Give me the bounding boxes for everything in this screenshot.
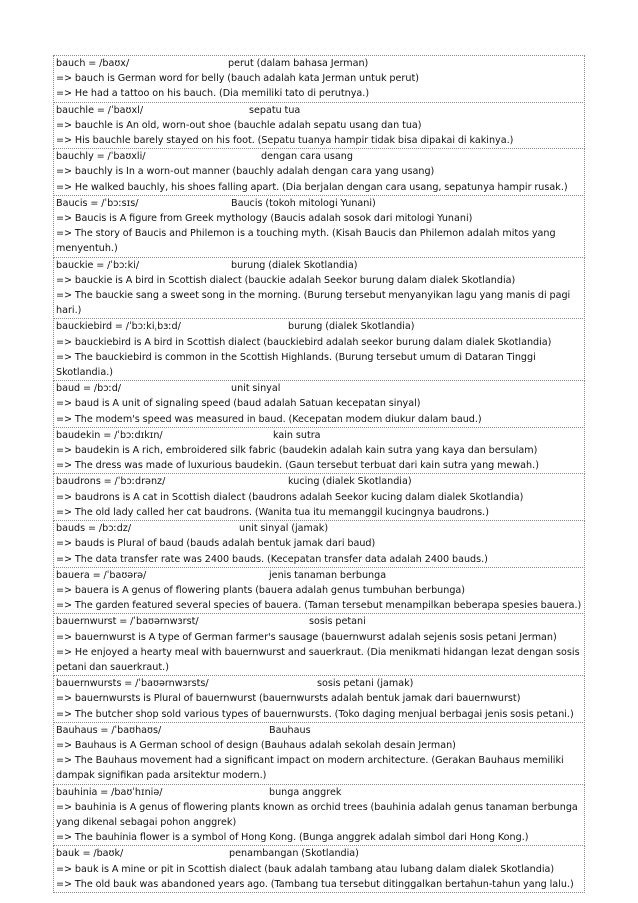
example: => The data transfer rate was 2400 bauds. (Kecepatan transfer data adalah 2400 bauds.) [56,553,488,565]
definition: => bauk is A mine or pit in Scottish dialect (bauk adalah tambang atau lubang dalam dialek Skotlandia) [56,863,555,875]
headword: Bauhaus = /ˈbaʊhaʊs/ [56,724,162,736]
example: => The bauckie sang a sweet song in the morning. (Burung tersebut menyanyikan lagu yang manis di pagi hari.) [56,290,571,317]
definition: => bauckie is A bird in Scottish dialect (bauckie adalah Seekor burung dalam dialek Skotlandia) [56,274,516,286]
entry-bauchly [53,148,585,196]
definition: => bauernwursts is Plural of bauernwurst (bauernwursts adalah bentuk jamak dari bauernwurst) [56,693,521,705]
headword: bauernwurst = /ˈbaʊərnwɜrst/ [56,616,199,628]
definition: => Baucis is A figure from Greek mythology (Baucis adalah sosok dari mitologi Yunani) [56,213,473,225]
headword: bauckiebird = /ˈbɔːkiˌbɜːd/ [56,321,181,333]
entry-bauchle [53,102,585,150]
meaning: Baucis (tokoh mitologi Yunani) [231,197,376,209]
definition: => baudekin is A rich, embroidered silk fabric (baudekin adalah kain sutra yang kaya dan bersulam) [56,445,538,457]
definition: => baudrons is A cat in Scottish dialect (baudrons adalah Seekor kucing dalam dialek Skotlandia) [56,491,524,503]
meaning: bunga anggrek [269,786,342,798]
meaning: sepatu tua [249,104,301,116]
example: => The story of Baucis and Philemon is a touching myth. (Kisah Baucis dan Philemon adalah mitos yang menyentuh.) [56,228,556,255]
definition: => bauch is German word for belly (bauch adalah kata Jerman untuk perut) [56,73,419,85]
headword: bauernwursts = /ˈbaʊərnwɜrsts/ [56,678,209,690]
example: => He walked bauchly, his shoes falling apart. (Dia berjalan dengan cara usang, sepatunya hampir rusak.) [56,181,568,193]
entry-bauds [53,520,585,568]
example: => The dress was made of luxurious baudekin. (Gaun tersebut terbuat dari kain sutra yang mewah.) [56,460,539,472]
meaning: burung (dialek Skotlandia) [288,321,415,333]
example: => He had a tattoo on his bauch. (Dia memiliki tato di perutnya.) [56,88,370,100]
example: => The old bauk was abandoned years ago. (Tambang tua tersebut ditinggalkan bertahun-tahun yang lalu.) [56,878,574,890]
headword: Baucis = /ˈbɔːsɪs/ [56,197,139,209]
entry-baudekin [53,427,585,475]
definition: => bauds is Plural of baud (bauds adalah bentuk jamak dari baud) [56,538,376,550]
headword: baudekin = /ˈbɔːdɪkɪn/ [56,429,163,441]
example: => He enjoyed a hearty meal with bauernwurst and sauerkraut. (Dia menikmati hidangan lezat dengan sosis petani dan sauerkraut.) [56,646,580,673]
example: => His bauchle barely stayed on his foot. (Sepatu tuanya hampir tidak bisa dipakai di kakinya.) [56,135,514,147]
meaning: Bauhaus [269,724,311,736]
example: => The old lady called her cat baudrons. (Wanita tua itu memanggil kucingnya baudrons.) [56,506,489,518]
entry-bauernwurst [53,613,585,676]
entry-baud [53,380,585,428]
definition: => bauera is A genus of flowering plants (bauera adalah genus tumbuhan berbunga) [56,584,466,596]
definition: => bauernwurst is A type of German farmer's sausage (bauernwurst adalah sejenis sosis petani Jerman) [56,631,557,643]
headword: bauds = /bɔːdz/ [56,523,132,535]
example: => The bauckiebird is common in the Scottish Highlands. (Burung tersebut umum di Dataran Tinggi Skotlandia.) [56,351,536,379]
entry-bauckie [53,257,585,320]
entry-bauch [53,55,585,103]
headword: baudrons = /ˈbɔːdrənz/ [56,476,166,488]
headword: bauch = /baʊx/ [56,58,130,69]
meaning: unit sinyal [231,383,281,395]
example: => The butcher shop sold various types of bauernwursts. (Toko daging menjual berbagai jenis sosis petani.) [56,708,574,720]
headword: bauchle = /ˈbaʊxl/ [56,104,144,116]
definition: => Bauhaus is A German school of design (Bauhaus adalah sekolah desain Jerman) [56,739,456,751]
meaning: dengan cara usang [261,151,353,163]
meaning: unit sinyal (jamak) [239,523,329,535]
headword: bauk = /baʊk/ [56,848,124,860]
definition: => bauhinia is A genus of flowering plants known as orchid trees (bauhinia adalah genus tanaman berbunga yang dikenal sebagai pohon anggrek) [56,801,578,828]
entry-baudrons [53,473,585,521]
entry-bauhaus [53,722,585,785]
meaning: burung (dialek Skotlandia) [231,259,358,271]
headword: bauckie = /ˈbɔːki/ [56,259,140,271]
example: => The Bauhaus movement had a significant impact on modern architecture. (Gerakan Bauhaus memiliki dampak signifikan pada arsitektur modern.) [56,755,564,782]
entry-bauera [53,567,585,615]
entry-baucis [53,195,585,258]
meaning: kain sutra [273,429,321,441]
meaning: penambangan (Skotlandia) [229,848,359,860]
meaning: perut (dalam bahasa Jerman) [228,58,369,69]
meaning: sosis petani [309,616,366,628]
definition: => bauchly is In a worn-out manner (bauchly adalah dengan cara yang usang) [56,166,435,178]
meaning: jenis tanaman berbunga [269,569,387,581]
definition: => bauchle is An old, worn-out shoe (bauchle adalah sepatu usang dan tua) [56,119,422,131]
entry-bauk [53,845,585,893]
meaning: sosis petani (jamak) [317,678,414,690]
headword: bauhinia = /baʊˈhɪniə/ [56,786,163,798]
headword: bauchly = /ˈbaʊxli/ [56,151,146,163]
definition: => bauckiebird is A bird in Scottish dialect (bauckiebird adalah seekor burung dalam dialek Skotlandia) [56,336,552,348]
definition: => baud is A unit of signaling speed (baud adalah Satuan kecepatan sinyal) [56,398,421,410]
example: => The garden featured several species of bauera. (Taman tersebut menampilkan beberapa spesies bauera.) [56,600,582,612]
headword: baud = /bɔːd/ [56,383,122,395]
headword: bauera = /ˈbaʊərə/ [56,569,147,581]
entry-bauckiebird [53,318,585,381]
example: => The modem's speed was measured in baud. (Kecepatan modem diukur dalam baud.) [56,413,482,425]
example: => The bauhinia flower is a symbol of Hong Kong. (Bunga anggrek adalah simbol dari Hong Kong.) [56,832,529,844]
entry-bauernwursts [53,675,585,723]
entry-bauhinia [53,784,585,847]
dictionary-page [53,56,585,893]
meaning: kucing (dialek Skotlandia) [288,476,412,488]
